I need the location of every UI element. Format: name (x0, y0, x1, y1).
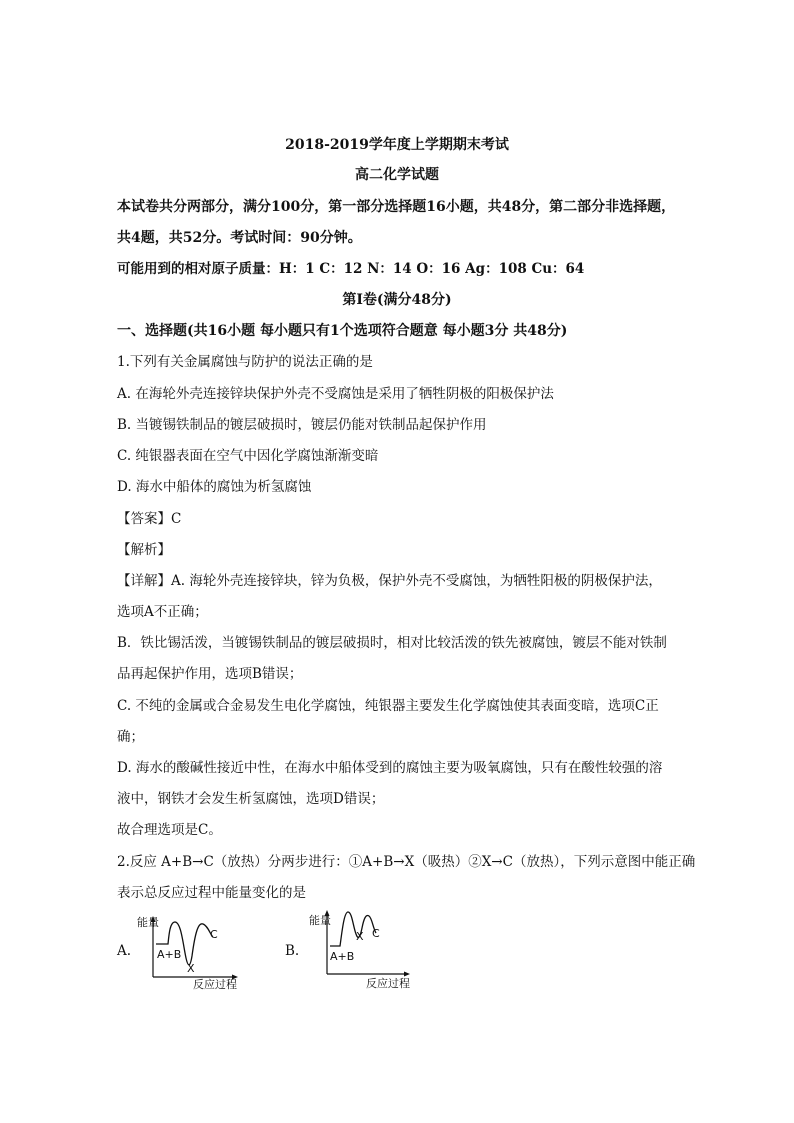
fig-a-y-label: 能量 (137, 916, 159, 929)
q2-stem-1: 2.反应 A+B→C（放热）分两步进行：①A+B→X（吸热）②X→C（放热），下列示意图中能正确 (117, 854, 696, 870)
q1-detail-1: 【详解】A. 海轮外壳连接锌块，锌为负极，保护外壳不受腐蚀，为牺牲阳极的阴极保护法， (117, 573, 662, 589)
q2-option-a-label: A. (117, 943, 132, 959)
q1-detail-7: D. 海水的酸碱性接近中性，在海水中船体受到的腐蚀主要为吸氧腐蚀，只有在酸性较强的溶 (117, 760, 663, 776)
q1-option-c: C. 纯银器表面在空气中因化学腐蚀渐渐变暗 (117, 448, 379, 464)
section-heading: 一、选择题(共16小题 每小题只有1个选项符合题意 每小题3分 共48分) (117, 323, 568, 339)
q1-option-b: B. 当镀锡铁制品的镀层破损时，镀层仍能对铁制品起保护作用 (117, 417, 487, 433)
fig-b-product: C (372, 927, 380, 940)
intro-line-2: 共4题，共52分。考试时间：90分钟。 (117, 230, 362, 246)
fig-b-intermediate: X (356, 930, 364, 943)
q1-answer: 【答案】C (117, 511, 182, 527)
q1-option-a: A. 在海轮外壳连接锌块保护外壳不受腐蚀是采用了牺牲阴极的阳极保护法 (117, 386, 554, 402)
q1-analysis-label: 【解析】 (117, 542, 171, 558)
q1-option-d: D. 海水中船体的腐蚀为析氢腐蚀 (117, 479, 312, 495)
part1-title: 第Ⅰ卷(满分48分) (342, 292, 452, 308)
q1-detail-5: C. 不纯的金属或合金易发生电化学腐蚀，纯银器主要发生化学腐蚀使其表面变暗，选项C正 (117, 698, 659, 714)
exam-title: 2018-2019学年度上学期期末考试 (285, 137, 509, 153)
q2-stem-2: 表示总反应过程中能量变化的是 (117, 885, 306, 901)
fig-a-x-label: 反应过程 (193, 978, 237, 991)
fig-b-reactant: A+B (330, 950, 355, 963)
q1-detail-2: 选项A不正确； (117, 604, 208, 620)
energy-curve (330, 912, 376, 946)
q1-detail-4: 品再起保护作用，选项B错误； (117, 666, 303, 682)
fig-a-product: C (210, 928, 218, 941)
q1-detail-6: 确； (117, 729, 144, 745)
q1-detail-8: 液中，钢铁才会发生析氢腐蚀，选项D错误； (117, 791, 385, 807)
fig-a-reactant: A+B (157, 948, 182, 961)
q1-conclusion: 故合理选项是C。 (117, 822, 222, 838)
fig-a-intermediate: X (187, 962, 195, 975)
fig-b-x-label: 反应过程 (366, 977, 410, 990)
fig-b-y-label: 能量 (309, 914, 331, 927)
q2-option-b-label: B. (285, 943, 300, 959)
atomic-mass-note: 可能用到的相对原子质量：H：1 C：12 N：14 O：16 Ag：108 Cu：64 (117, 261, 585, 277)
intro-line-1: 本试卷共分两部分，满分100分，第一部分选择题16小题，共48分，第二部分非选择题， (117, 199, 676, 215)
q1-detail-3: B．铁比锡活泼，当镀锡铁制品的镀层破损时，相对比较活泼的铁先被腐蚀，镀层不能对铁制 (117, 635, 667, 651)
q1-stem: 1.下列有关金属腐蚀与防护的说法正确的是 (117, 354, 373, 370)
exam-subtitle: 高二化学试题 (355, 167, 439, 183)
